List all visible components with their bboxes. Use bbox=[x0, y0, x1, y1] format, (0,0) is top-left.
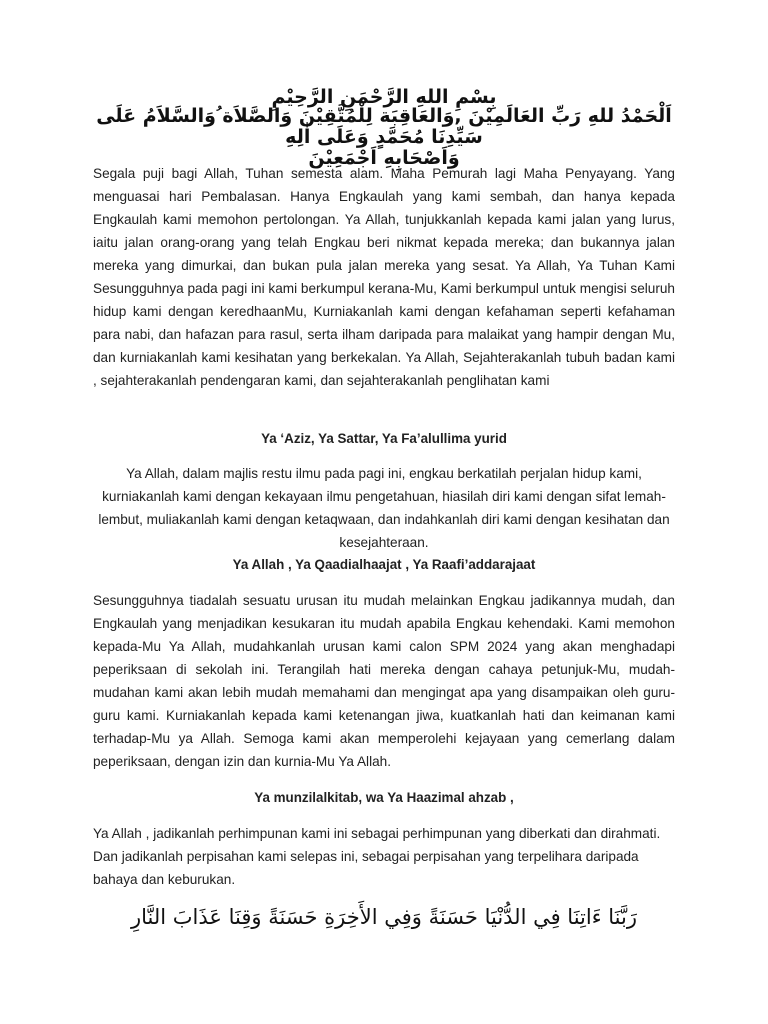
basmalah: بِسْمِ اللهِ الرَّحْمَنِ الرَّحِيْمِ bbox=[271, 86, 497, 108]
arabic-praise-line-2: سَيِّدِنَا مُحَمَّدٍ وَعَلَى اٰلِهِ bbox=[285, 126, 483, 148]
paragraph-spm-prayer: Sesungguhnya tiadalah sesuatu urusan itu mudah melainkan Engkau jadikannya mudah, dan Engkaulah yang menjadikan kesukaran itu mudah apabila Engkau kehendaki. Kami memohon kepada-Mu Ya Allah, mudahkanlah urusan kami calon SPM 2024 yang akan menghadapi peperiksaan di sekolah ini. Terangilah hati mereka dengan cahaya petunjuk-Mu, mudah-mudahan kami akan lebih mudah memahami dan mengingat apa yang disampaikan oleh guru-guru kami. Kurniakanlah kepada kami ketenangan jiwa, kuatkanlah hati dan keimanan kami terhadap-Mu ya Allah. Semoga kami akan memperolehi kejayaan yang cemerlang dalam peperiksaan, dengan izin dan kurnia-Mu Ya Allah. bbox=[93, 593, 675, 769]
arabic-praise-line-3: وَاَصْحَابِهِ اَجْمَعِيْنَ bbox=[308, 147, 460, 169]
arabic-praise-line-1: اَلْحَمْدُ للهِ رَبِّ العَالَمِيْنَ ,وَالعَاقِبَة لِلْمُتَّقِيْنَ وَالصَّلاَة ُوَالسَّلاَمُ عَلَى bbox=[96, 105, 672, 127]
heading-asmaul-husna-1: Ya ‘Aziz, Ya Sattar, Ya Fa’alullima yurid bbox=[261, 431, 507, 446]
paragraph-opening-praise: Segala puji bagi Allah, Tuhan semesta alam. Maha Pemurah lagi Maha Penyayang. Yang menguasai hari Pembalasan. Hanya Engkaulah yang kami sembah, dan hanya kepada Engkaulah kami memohon pertolongan. Ya Allah, tunjukkanlah kepada kami jalan yang lurus, iaitu jalan orang-orang yang telah Engkau beri nikmat kepada mereka; dan bukannya jalan mereka yang dimurkai, dan bukan pula jalan mereka yang sesat. Ya Allah, Ya Tuhan Kami Sesungguhnya pada pagi ini kami berkumpul kerana-Mu, Kami berkumpul untuk mengisi seluruh hidup kami dengan keredhaanMu, Kurniakanlah kami dengan kefahaman seperti kefahaman para nabi, dan hafazan para rasul, serta ilham daripada para malaikat yang hampir dengan Mu, dan kurniakanlah kami kesihatan yang berkekalan. Ya Allah, Sejahterakanlah tubuh badan kami , sejahterakanlah pendengaran kami, dan sejahterakanlah penglihatan kami bbox=[93, 166, 675, 388]
arabic-closing-dua: رَبَّنَا ءَاتِنَا فِي الدُّنْيَا حَسَنَةً وَفِي الأَخِرَةِ حَسَنَةً وَقِنَا عَذَابَ النَّارِ bbox=[130, 905, 637, 929]
heading-asmaul-husna-3: Ya munzilalkitab, wa Ya Haazimal ahzab , bbox=[254, 790, 514, 805]
heading-asmaul-husna-2: Ya Allah , Ya Qaadialhaajat , Ya Raafi’addarajaat bbox=[232, 557, 536, 572]
paragraph-closing-prayer: Ya Allah , jadikanlah perhimpunan kami ini sebagai perhimpunan yang diberkati dan dirahmati. Dan jadikanlah perpisahan kami selepas ini, sebagai perpisahan yang terpelihara daripada bahaya dan keburukan. bbox=[93, 826, 661, 887]
arabic-opening-praise bbox=[60, 106, 708, 169]
paragraph-majlis-restu-ilmu: Ya Allah, dalam majlis restu ilmu pada pagi ini, engkau berkatilah perjalan hidup kami, kurniakanlah kami dengan kekayaan ilmu pengetahuan, hiasilah diri kami dengan sifat lemah-lembut, muliakanlah kami dengan ketaqwaan, dan indahkanlah diri kami dengan kesihatan dan kesejahteraan. bbox=[98, 466, 670, 550]
